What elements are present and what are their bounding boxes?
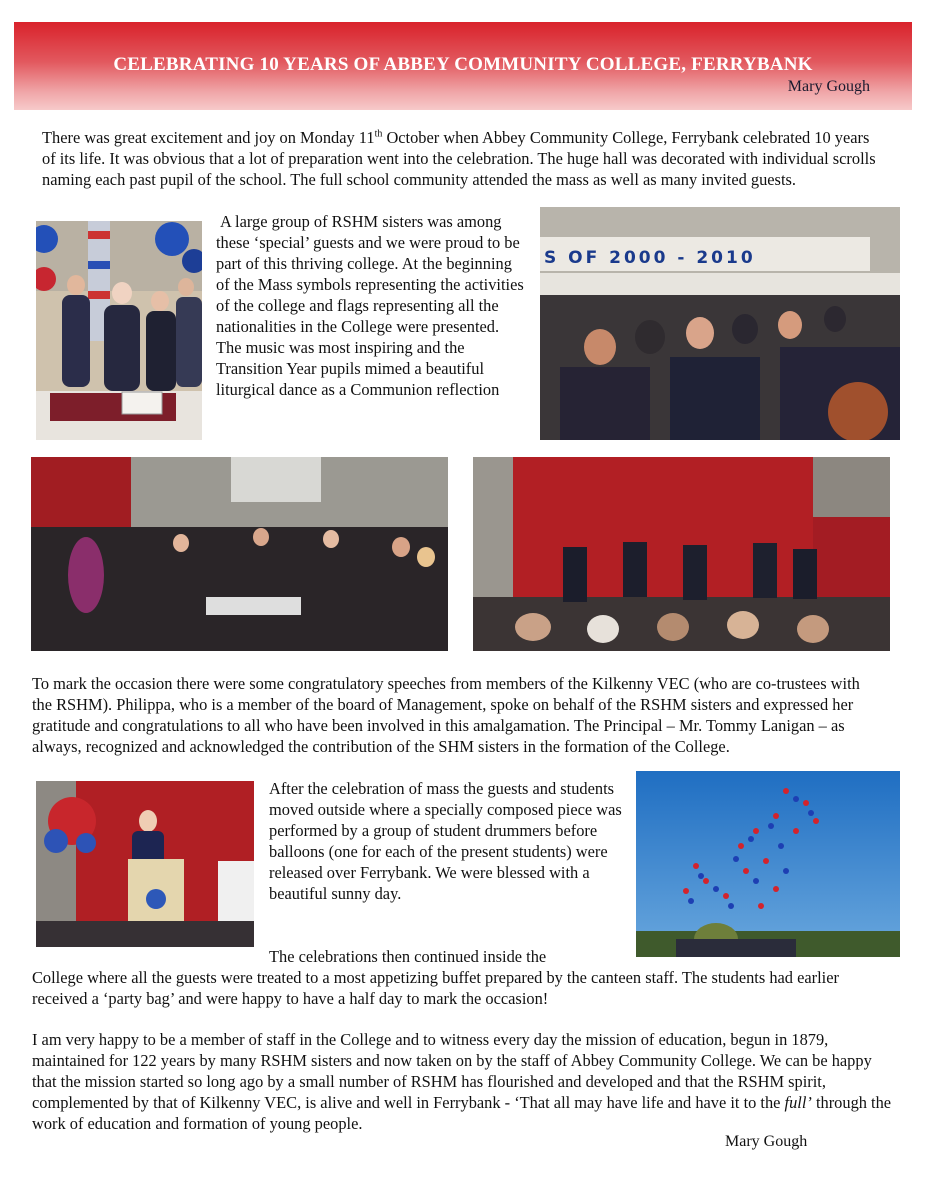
- photo-sisters-with-cake: [36, 221, 202, 440]
- signature: Mary Gough: [725, 1133, 808, 1150]
- photo-speaker-at-lectern: [36, 781, 254, 947]
- italic-quote-word: full’: [784, 1093, 812, 1112]
- ordinal-suffix: th: [374, 128, 383, 140]
- celebrations-paragraph: College where all the guests were treated to a most appetizing buffet prepared by the canteen staff. The students had earlier received a ‘party bag’ and were happy to have a half day to mark the occasion!: [32, 968, 839, 1008]
- page-title: CELEBRATING 10 YEARS OF ABBEY COMMUNITY COLLEGE, FERRYBANK: [113, 54, 813, 75]
- intro-paragraph: There was great excitement and joy on Monday 11th October when Abbey Community College, Ferrybank celebrated 10 years of its life. It was obvious that a lot of preparation went into the celebration. The huge hall was decorated with individual scrolls naming each past pupil of the school. The full school community attended the mass as well as many invited guests.: [42, 128, 876, 189]
- photo-choir-performance: [31, 457, 448, 651]
- rshm-paragraph: A large group of RSHM sisters was among these ‘special’ guests and we were proud to be part of this thriving college. At the beginning of the Mass symbols representing the activities of the college and flags representing all the nationalities in the College were presented. The music was most inspiring and the Transition Year pupils mimed a beautiful liturgical dance as a Communion reflection: [216, 212, 524, 399]
- outside-paragraph: After the celebration of mass the guests and students moved outside where a specially composed piece was performed by a group of student drummers before balloons (one for each of the present students) were released over Ferrybank. We were blessed with a beautiful sunny day.: [269, 779, 622, 903]
- speeches-paragraph: To mark the occasion there were some congratulatory speeches from members of the Kilkenny VEC (who are co-trustees with the RSHM). Philippa, who is a member of the board of Management, spoke on behalf of the RSHM sisters and expressed her gratitude and congratulations to all who have been involved in this amalgamation. The Principal – Mr. Tommy Lanigan – as always, recognized and acknowledged the contribution of the SHM sisters in the formation of the College.: [32, 674, 860, 756]
- photo-balloon-release: [636, 771, 900, 957]
- author-byline: Mary Gough: [787, 78, 870, 95]
- hall-banner-text: S OF 2000 - 2010: [544, 248, 756, 268]
- closing-paragraph: I am very happy to be a member of staff in the College and to witness every day the mission of education, begun in 1879, maintained for 122 years by many RSHM sisters and now taken on by the staff of Abbey Community College. We can be happy that the mission started so long ago by a small number of RSHM has flourished and developed and that the RSHM spirit, complemented by that of Kilkenny VEC, is alive and well in Ferrybank - ‘That all may have life and have it to the full’ through the work of education and formation of young people.: [32, 1030, 892, 1133]
- photo-students-on-stage: [473, 457, 890, 651]
- photo-hall-audience: [540, 207, 900, 440]
- header-banner: [14, 22, 912, 110]
- celebrations-paragraph-start: The celebrations then continued inside the: [269, 947, 547, 966]
